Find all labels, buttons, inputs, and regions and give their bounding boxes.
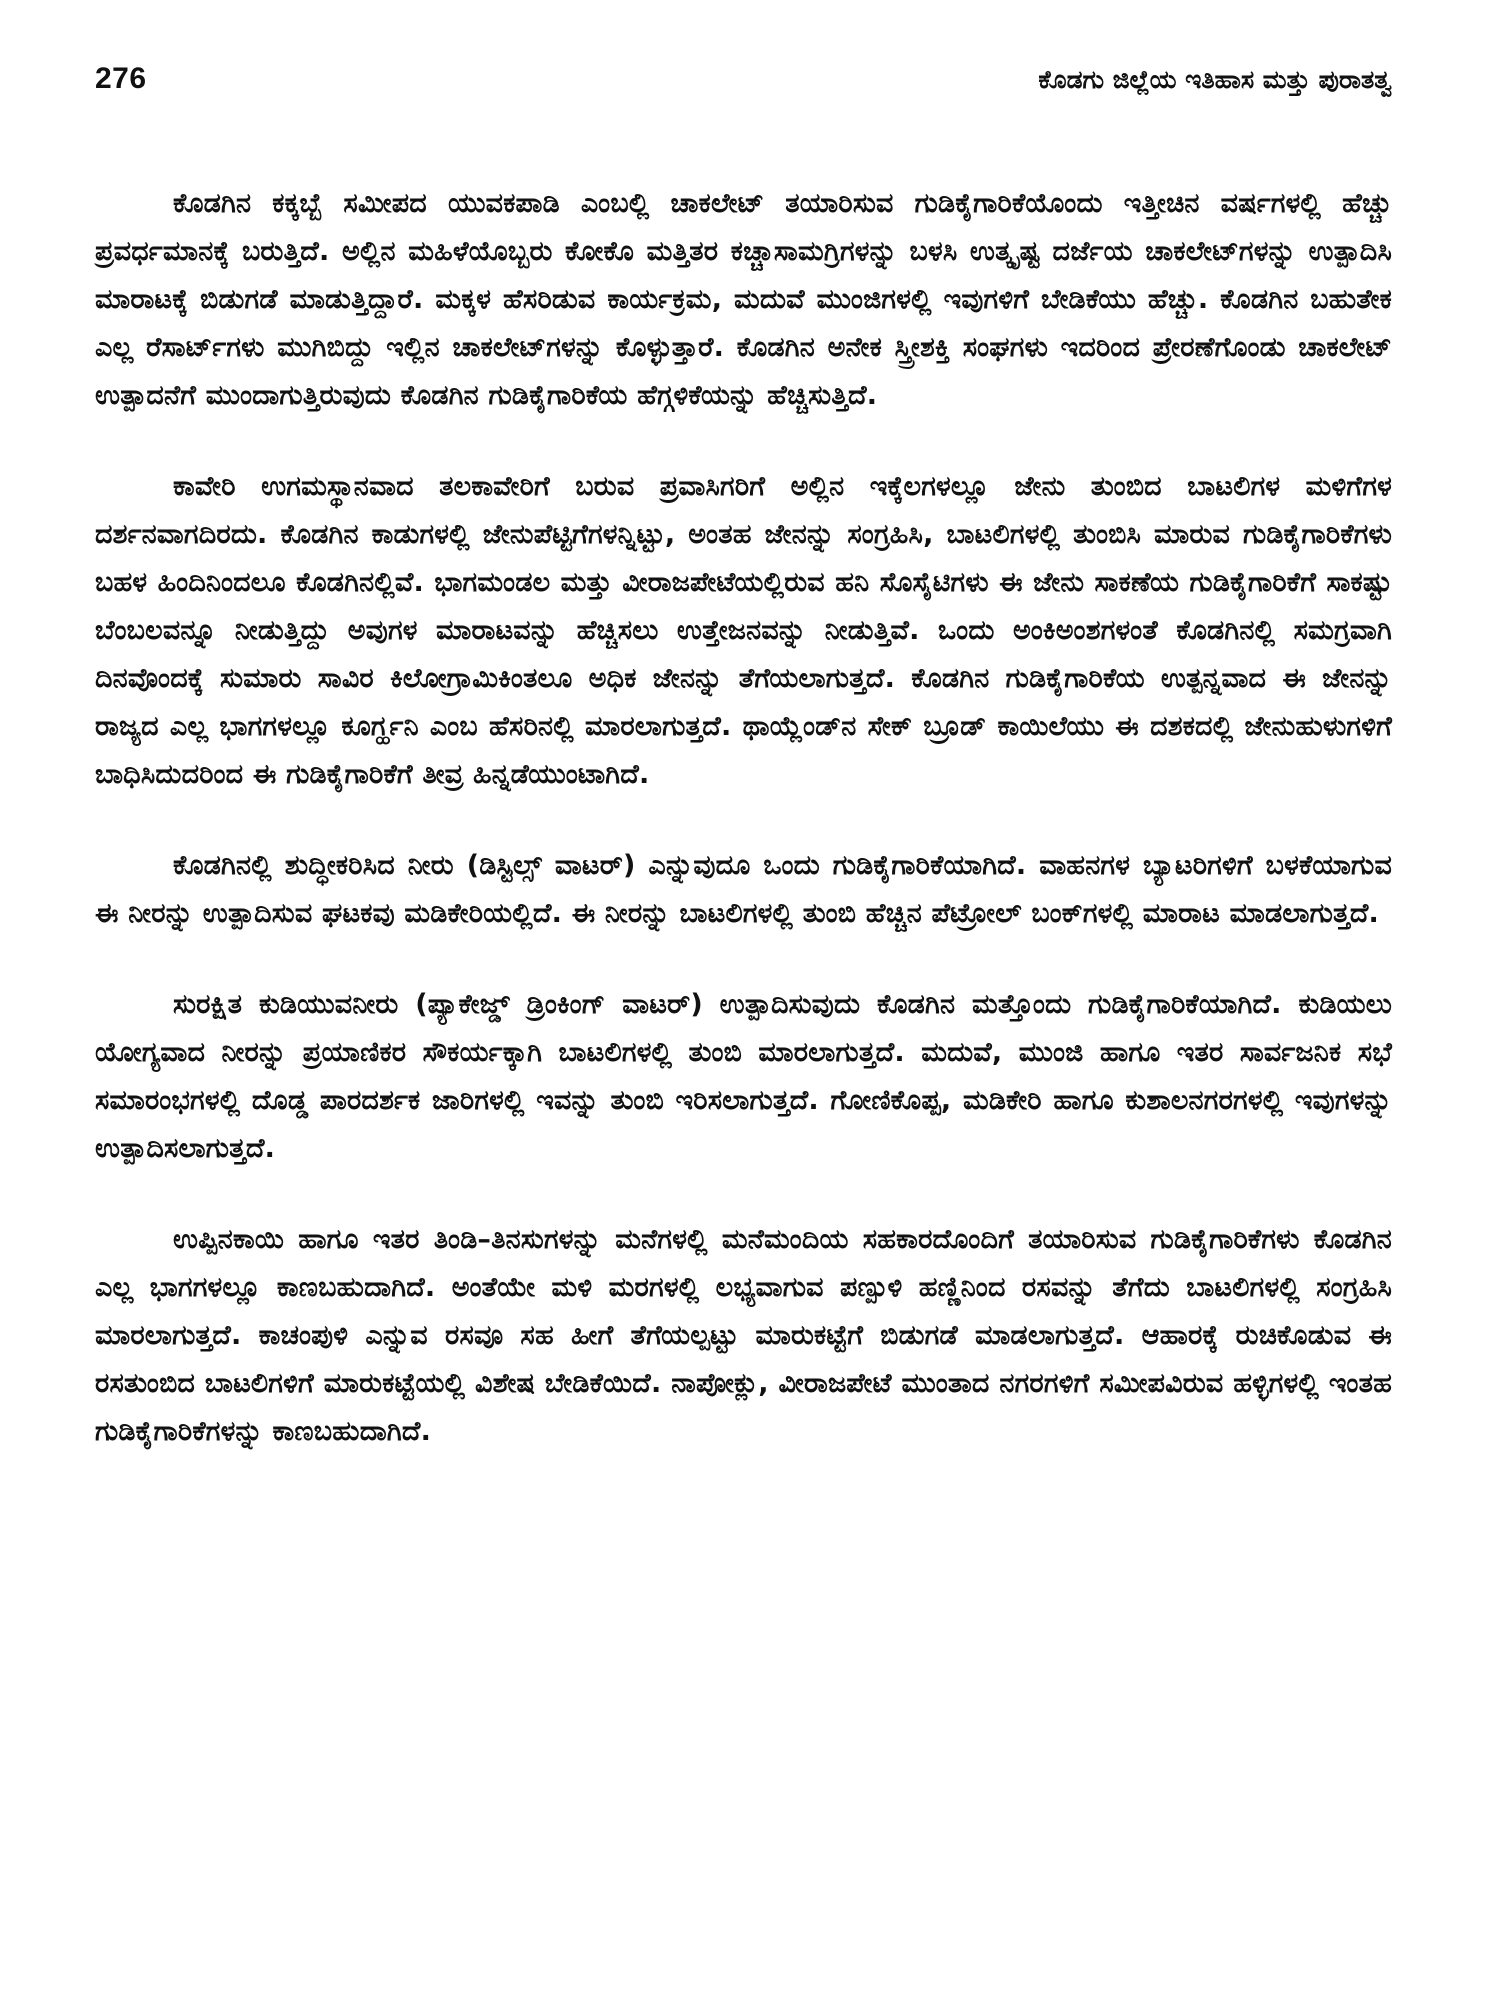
paragraph-chocolate-industry: ಕೊಡಗಿನ ಕಕ್ಕಬ್ಬೆ ಸಮೀಪದ ಯುವಕಪಾಡಿ ಎಂಬಲ್ಲಿ ಚಾಕಲೇಟ್ ತಯಾರಿಸುವ ಗುಡಿಕೈಗಾರಿಕೆಯೊಂದು ಇತ್ತೀಚಿನ ವರ್ಷಗಳಲ್ಲಿ ಹೆಚ್ಚು ಪ್ರವರ್ಧಮಾನಕ್ಕೆ ಬರುತ್ತಿದೆ. ಅಲ್ಲಿನ ಮಹಿಳೆಯೊಬ್ಬರು ಕೋಕೊ ಮತ್ತಿತರ ಕಚ್ಚಾಸಾಮಗ್ರಿಗಳನ್ನು ಬಳಸಿ ಉತ್ಕೃಷ್ಟ ದರ್ಜೆಯ ಚಾಕಲೇಟ್‌ಗಳನ್ನು ಉತ್ಪಾದಿಸಿ ಮಾರಾಟಕ್ಕೆ ಬಿಡುಗಡೆ ಮಾಡುತ್ತಿದ್ದಾರೆ. ಮಕ್ಕಳ ಹೆಸರಿಡುವ ಕಾರ್ಯಕ್ರಮ, ಮದುವೆ ಮುಂಜಿಗಳಲ್ಲಿ ಇವುಗಳಿಗೆ ಬೇಡಿಕೆಯು ಹೆಚ್ಚು. ಕೊಡಗಿನ ಬಹುತೇಕ ಎಲ್ಲ ರೆಸಾರ್ಟ್‌ಗಳು ಮುಗಿಬಿದ್ದು ಇಲ್ಲಿನ ಚಾಕಲೇಟ್‌ಗಳನ್ನು ಕೊಳ್ಳುತ್ತಾರೆ. ಕೊಡಗಿನ ಅನೇಕ ಸ್ತ್ರೀಶಕ್ತಿ ಸಂಘಗಳು ಇದರಿಂದ ಪ್ರೇರಣೆಗೊಂಡು ಚಾಕಲೇಟ್ ಉತ್ಪಾದನೆಗೆ ಮುಂದಾಗುತ್ತಿರುವುದು ಕೊಡಗಿನ ಗುಡಿಕೈಗಾರಿಕೆಯ ಹೆಗ್ಗಳಿಕೆಯನ್ನು ಹೆಚ್ಚಿಸುತ್ತಿದೆ. [95, 188, 1392, 411]
page-header [95, 62, 1392, 122]
running-title: ಕೊಡಗು ಜಿಲ್ಲೆಯ ಇತಿಹಾಸ ಮತ್ತು ಪುರಾತತ್ವ [1038, 65, 1392, 94]
paragraph-pickles-juices: ಉಪ್ಪಿನಕಾಯಿ ಹಾಗೂ ಇತರ ತಿಂಡಿ–ತಿನಸುಗಳನ್ನು ಮನೆಗಳಲ್ಲಿ ಮನೆಮಂದಿಯ ಸಹಕಾರದೊಂದಿಗೆ ತಯಾರಿಸುವ ಗುಡಿಕೈಗಾರಿಕೆಗಳು ಕೊಡಗಿನ ಎಲ್ಲ ಭಾಗಗಳಲ್ಲೂ ಕಾಣಬಹುದಾಗಿದೆ. ಅಂತೆಯೇ ಮಳಿ ಮರಗಳಲ್ಲಿ ಲಭ್ಯವಾಗುವ ಪಣ್ಪುಳಿ ಹಣ್ಣಿನಿಂದ ರಸವನ್ನು ತೆಗೆದು ಬಾಟಲಿಗಳಲ್ಲಿ ಸಂಗ್ರಹಿಸಿ ಮಾರಲಾಗುತ್ತದೆ. ಕಾಚಂಪುಳಿ ಎನ್ನುವ ರಸವೂ ಸಹ ಹೀಗೆ ತೆಗೆಯಲ್ಪಟ್ಟು ಮಾರುಕಟ್ಟೆಗೆ ಬಿಡುಗಡೆ ಮಾಡಲಾಗುತ್ತದೆ. ಆಹಾರಕ್ಕೆ ರುಚಿಕೊಡುವ ಈ ರಸತುಂಬಿದ ಬಾಟಲಿಗಳಿಗೆ ಮಾರುಕಟ್ಟೆಯಲ್ಲಿ ವಿಶೇಷ ಬೇಡಿಕೆಯಿದೆ. ನಾಪೋಕ್ಲು, ವೀರಾಜಪೇಟೆ ಮುಂತಾದ ನಗರಗಳಿಗೆ ಸಮೀಪವಿರುವ ಹಳ್ಳಿಗಳಲ್ಲಿ ಇಂತಹ ಗುಡಿಕೈಗಾರಿಕೆಗಳನ್ನು ಕಾಣಬಹುದಾಗಿದೆ. [95, 1224, 1392, 1447]
page-number: 276 [95, 62, 147, 95]
paragraph-distilled-water: ಕೊಡಗಿನಲ್ಲಿ ಶುದ್ಧೀಕರಿಸಿದ ನೀರು (ಡಿಸ್ಟಿಲ್ಸ್ ವಾಟರ್) ಎನ್ನುವುದೂ ಒಂದು ಗುಡಿಕೈಗಾರಿಕೆಯಾಗಿದೆ. ವಾಹನಗಳ ಬ್ಯಾಟರಿಗಳಿಗೆ ಬಳಕೆಯಾಗುವ ಈ ನೀರನ್ನು ಉತ್ಪಾದಿಸುವ ಘಟಕವು ಮಡಿಕೇರಿಯಲ್ಲಿದೆ. ಈ ನೀರನ್ನು ಬಾಟಲಿಗಳಲ್ಲಿ ತುಂಬಿ ಹೆಚ್ಚಿನ ಪೆಟ್ರೋಲ್ ಬಂಕ್‌ಗಳಲ್ಲಿ ಮಾರಾಟ ಮಾಡಲಾಗುತ್ತದೆ. [95, 850, 1392, 929]
paragraph-honey-industry: ಕಾವೇರಿ ಉಗಮಸ್ಥಾನವಾದ ತಲಕಾವೇರಿಗೆ ಬರುವ ಪ್ರವಾಸಿಗರಿಗೆ ಅಲ್ಲಿನ ಇಕ್ಕೆಲಗಳಲ್ಲೂ ಜೇನು ತುಂಬಿದ ಬಾಟಲಿಗಳ ಮಳಿಗೆಗಳ ದರ್ಶನವಾಗದಿರದು. ಕೊಡಗಿನ ಕಾಡುಗಳಲ್ಲಿ ಜೇನುಪೆಟ್ಟಿಗೆಗಳನ್ನಿಟ್ಟು, ಅಂತಹ ಜೇನನ್ನು ಸಂಗ್ರಹಿಸಿ, ಬಾಟಲಿಗಳಲ್ಲಿ ತುಂಬಿಸಿ ಮಾರುವ ಗುಡಿಕೈಗಾರಿಕೆಗಳು ಬಹಳ ಹಿಂದಿನಿಂದಲೂ ಕೊಡಗಿನಲ್ಲಿವೆ. ಭಾಗಮಂಡಲ ಮತ್ತು ವೀರಾಜಪೇಟೆಯಲ್ಲಿರುವ ಹನಿ ಸೊಸೈಟಿಗಳು ಈ ಜೇನು ಸಾಕಣೆಯ ಗುಡಿಕೈಗಾರಿಕೆಗೆ ಸಾಕಷ್ಟು ಬೆಂಬಲವನ್ನೂ ನೀಡುತ್ತಿದ್ದು ಅವುಗಳ ಮಾರಾಟವನ್ನು ಹೆಚ್ಚಿಸಲು ಉತ್ತೇಜನವನ್ನು ನೀಡುತ್ತಿವೆ. ಒಂದು ಅಂಕಿಅಂಶಗಳಂತೆ ಕೊಡಗಿನಲ್ಲಿ ಸಮಗ್ರವಾಗಿ ದಿನವೊಂದಕ್ಕೆ ಸುಮಾರು ಸಾವಿರ ಕಿಲೋಗ್ರಾಮಿಕಿಂತಲೂ ಅಧಿಕ ಜೇನನ್ನು ತೆಗೆಯಲಾಗುತ್ತದೆ. ಕೊಡಗಿನ ಗುಡಿಕೈಗಾರಿಕೆಯ ಉತ್ಪನ್ನವಾದ ಈ ಜೇನನ್ನು ರಾಜ್ಯದ ಎಲ್ಲ ಭಾಗಗಳಲ್ಲೂ ಕೂರ್ಗ್ಹನಿ ಎಂಬ ಹೆಸರಿನಲ್ಲಿ ಮಾರಲಾಗುತ್ತದೆ. ಥಾಯ್ಲೆಂಡ್‌ನ ಸೇಕ್ ಬ್ರೂಡ್ ಕಾಯಿಲೆಯು ಈ ದಶಕದಲ್ಲಿ ಜೇನುಹುಳುಗಳಿಗೆ ಬಾಧಿಸಿದುದರಿಂದ ಈ ಗುಡಿಕೈಗಾರಿಕೆಗೆ ತೀವ್ರ ಹಿನ್ನಡೆಯುಂಟಾಗಿದೆ. [95, 471, 1392, 790]
paragraph-drinking-water: ಸುರಕ್ಷಿತ ಕುಡಿಯುವನೀರು (ಪ್ಯಾಕೇಜ್ಡ್ ಡ್ರಿಂಕಿಂಗ್ ವಾಟರ್) ಉತ್ಪಾದಿಸುವುದು ಕೊಡಗಿನ ಮತ್ತೊಂದು ಗುಡಿಕೈಗಾರಿಕೆಯಾಗಿದೆ. ಕುಡಿಯಲು ಯೋಗ್ಯವಾದ ನೀರನ್ನು ಪ್ರಯಾಣಿಕರ ಸೌಕರ್ಯಕ್ಕಾಗಿ ಬಾಟಲಿಗಳಲ್ಲಿ ತುಂಬಿ ಮಾರಲಾಗುತ್ತದೆ. ಮದುವೆ, ಮುಂಜಿ ಹಾಗೂ ಇತರ ಸಾರ್ವಜನಿಕ ಸಭೆ ಸಮಾರಂಭಗಳಲ್ಲಿ ದೊಡ್ಡ ಪಾರದರ್ಶಕ ಜಾರಿಗಳಲ್ಲಿ ಇವನ್ನು ತುಂಬಿ ಇರಿಸಲಾಗುತ್ತದೆ. ಗೋಣಿಕೊಪ್ಪ, ಮಡಿಕೇರಿ ಹಾಗೂ ಕುಶಾಲನಗರಗಳಲ್ಲಿ ಇವುಗಳನ್ನು ಉತ್ಪಾದಿಸಲಾಗುತ್ತದೆ. [95, 989, 1392, 1164]
body-text [95, 180, 1392, 1456]
